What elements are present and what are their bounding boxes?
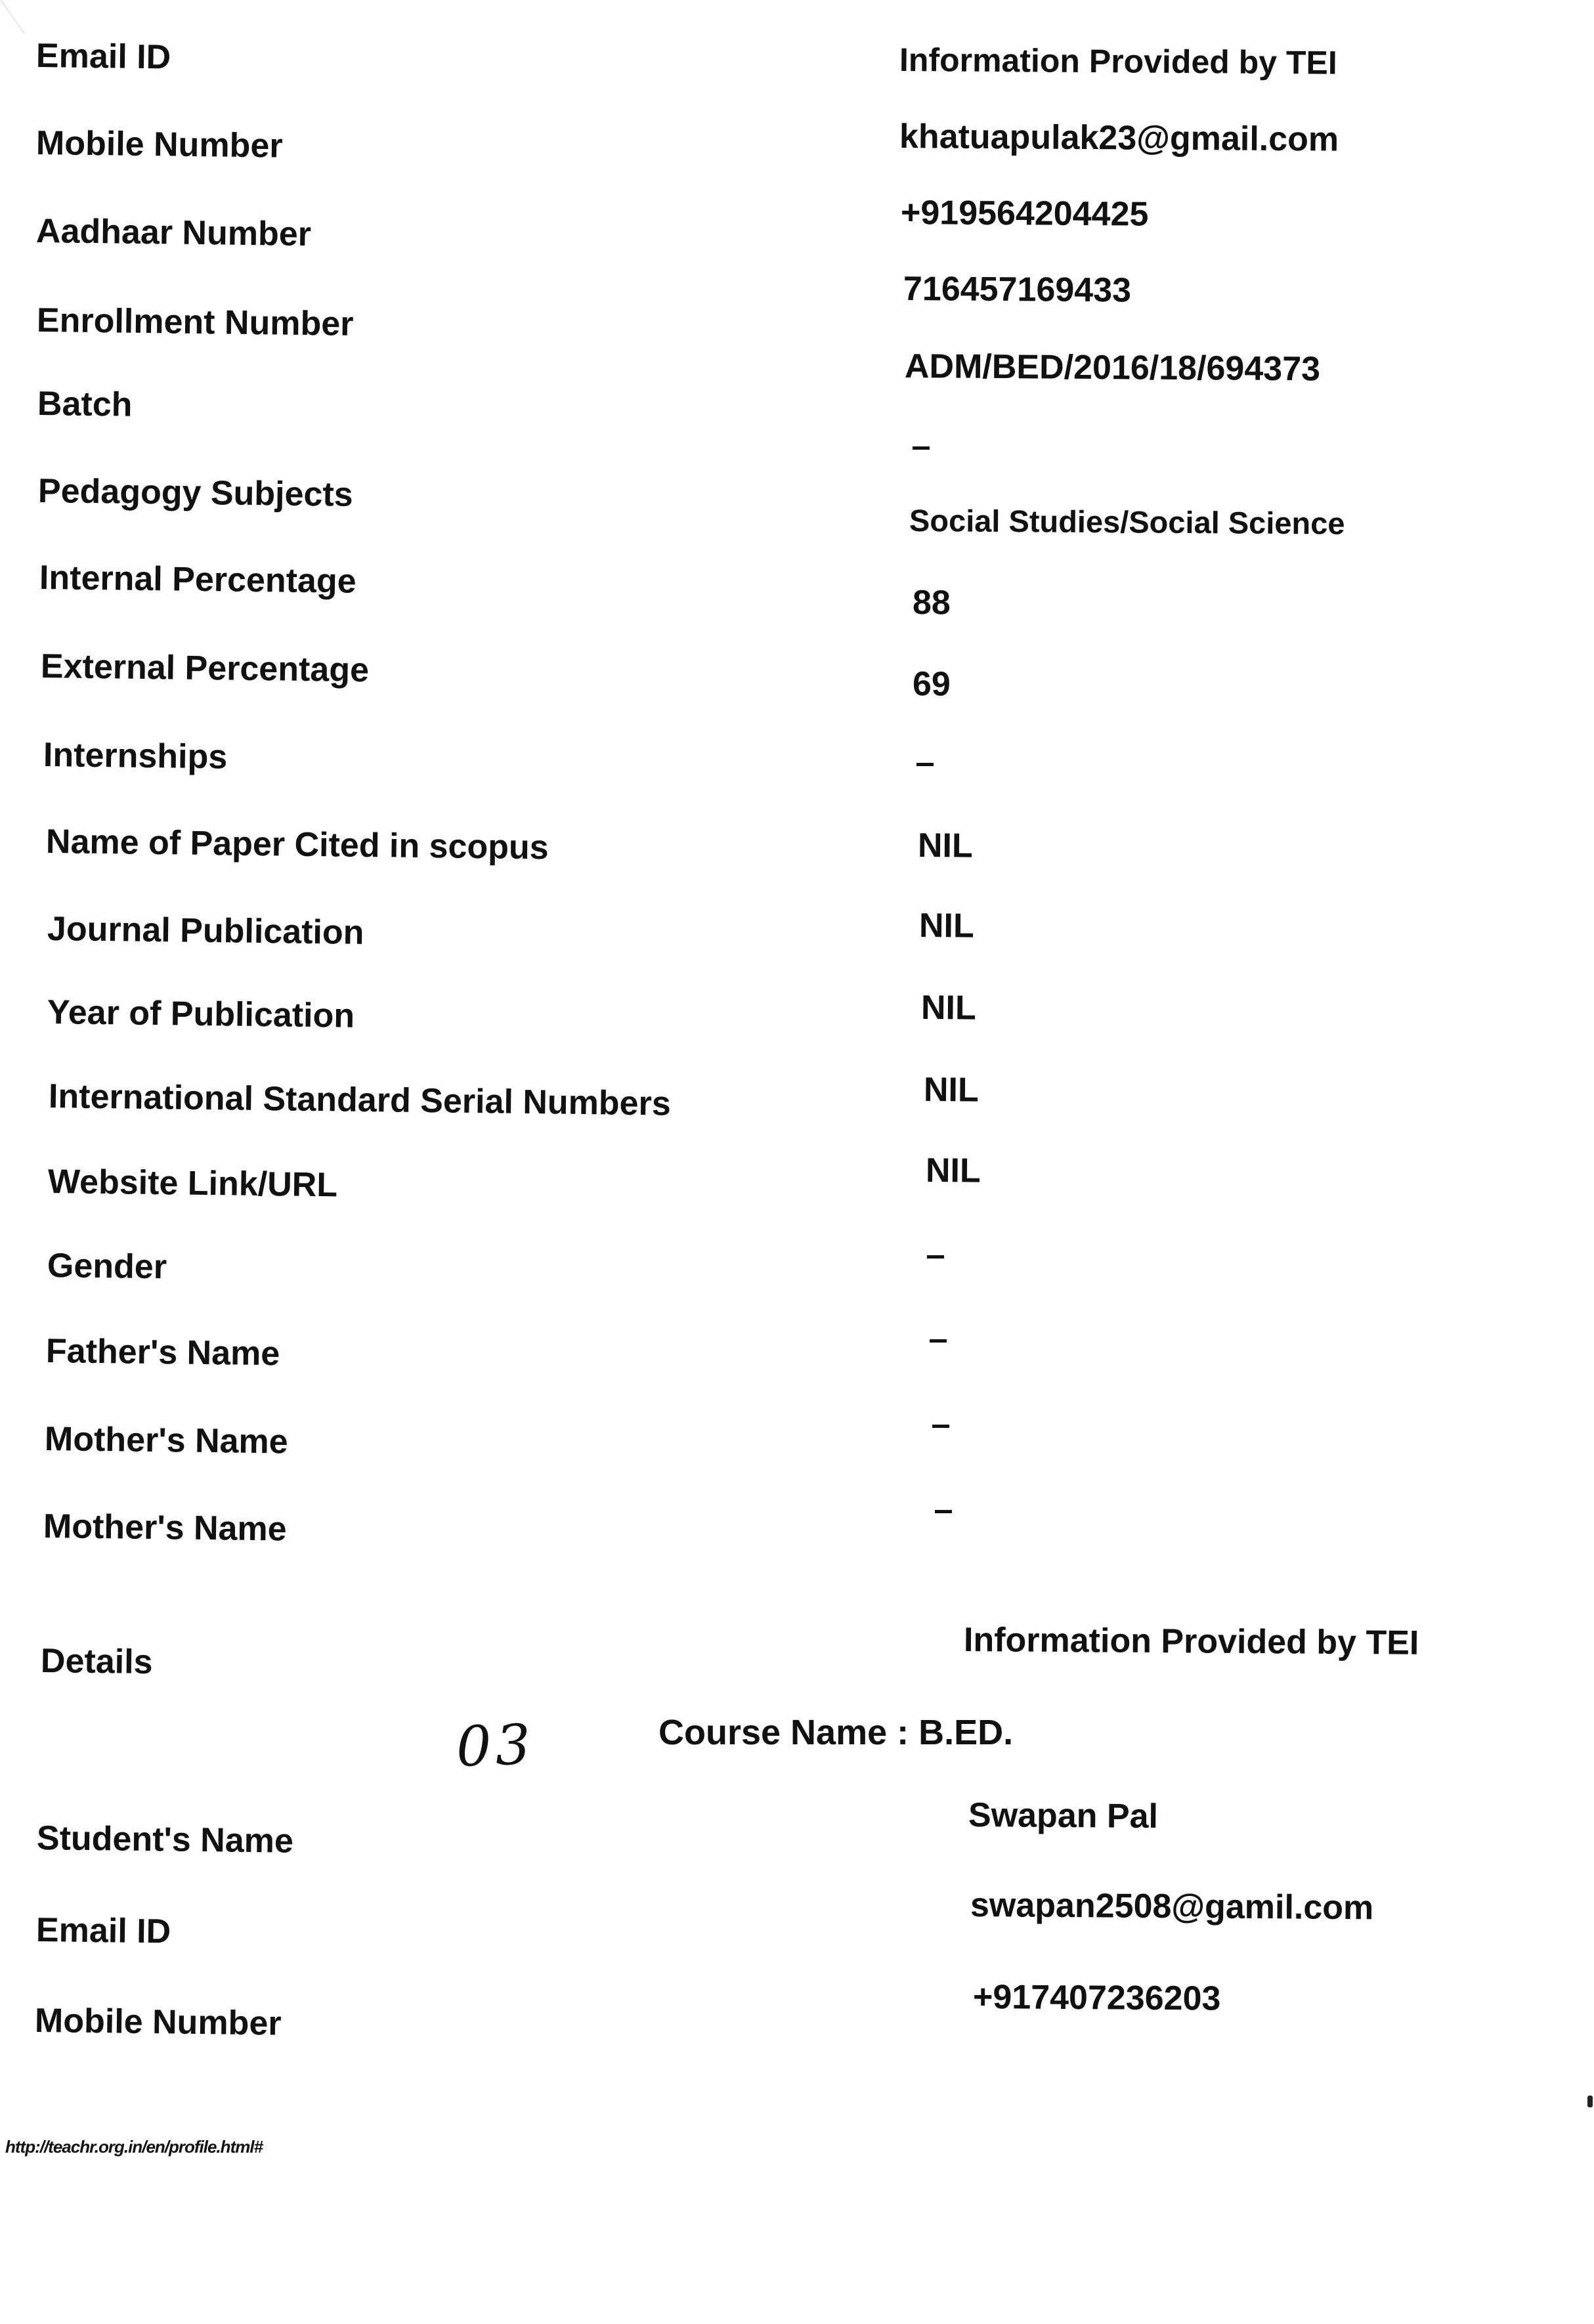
label-mothers-name-2: Mother's Name [43,1507,288,1549]
label-aadhaar-number: Aadhaar Number [35,212,312,254]
tei-info-header: Information Provided by TEI [899,41,1337,81]
value-mobile-number: +919564204425 [900,194,1149,234]
label-pedagogy-subjects: Pedagogy Subjects [37,472,354,514]
label-internal-percentage: Internal Percentage [39,559,356,601]
handwritten-page-number: 03 [455,1711,536,1780]
label-year-of-publication: Year of Publication [47,993,355,1035]
value-scopus-paper: NIL [917,827,973,865]
label-mobile-number: Mobile Number [35,124,283,165]
value-mothers-name-dash [932,1425,949,1428]
label-batch: Batch [37,385,133,424]
value-pedagogy-subjects: Social Studies/Social Science [909,503,1345,541]
label-journal-publication: Journal Publication [47,910,364,952]
value-internships-dash [916,763,934,766]
value-external-percentage: 69 [912,665,951,704]
value-issn: NIL [923,1071,979,1109]
value-internal-percentage: 88 [912,584,951,622]
details-label: Details [40,1642,153,1682]
footer-url: http://teachr.org.in/en/profile.html# [5,2137,263,2157]
value-gender-dash [927,1255,944,1259]
value-year-of-publication: NIL [920,989,976,1027]
label-enrollment-number: Enrollment Number [36,301,354,343]
value-journal-publication: NIL [918,907,974,945]
page-fold-mark [0,0,56,33]
label-scopus-paper: Name of Paper Cited in scopus [45,823,549,867]
value-aadhaar-number: 716457169433 [903,270,1132,310]
value-email-id-2: swapan2508@gamil.com [970,1886,1374,1927]
value-mothers-name-2-dash [935,1510,952,1513]
value-batch-dash [913,446,930,450]
value-mobile-number-2: +917407236203 [972,1978,1221,2018]
value-email-id: khatuapulak23@gmail.com [899,118,1339,159]
label-mobile-number-2: Mobile Number [34,2002,282,2043]
label-email-id-2: Email ID [35,1911,171,1951]
course-name-value: B.ED. [918,1713,1014,1752]
label-website-url: Website Link/URL [47,1163,338,1205]
label-email-id: Email ID [35,37,171,77]
tei-info-header-2: Information Provided by TEI [963,1621,1419,1662]
label-mothers-name: Mother's Name [44,1420,289,1461]
label-external-percentage: External Percentage [40,647,370,690]
value-fathers-name-dash [930,1339,947,1343]
label-fathers-name: Father's Name [45,1332,280,1373]
value-website-url: NIL [925,1151,981,1190]
label-internships: Internships [43,736,228,777]
course-name [658,1712,1013,1753]
label-issn: International Standard Serial Numbers [48,1077,672,1123]
value-enrollment-number: ADM/BED/2016/18/694373 [904,347,1321,389]
label-students-name: Student's Name [36,1819,294,1861]
label-gender: Gender [47,1247,167,1287]
value-students-name: Swapan Pal [968,1796,1159,1836]
scan-speck [1587,2096,1593,2107]
course-name-label: Course Name : [658,1713,909,1752]
